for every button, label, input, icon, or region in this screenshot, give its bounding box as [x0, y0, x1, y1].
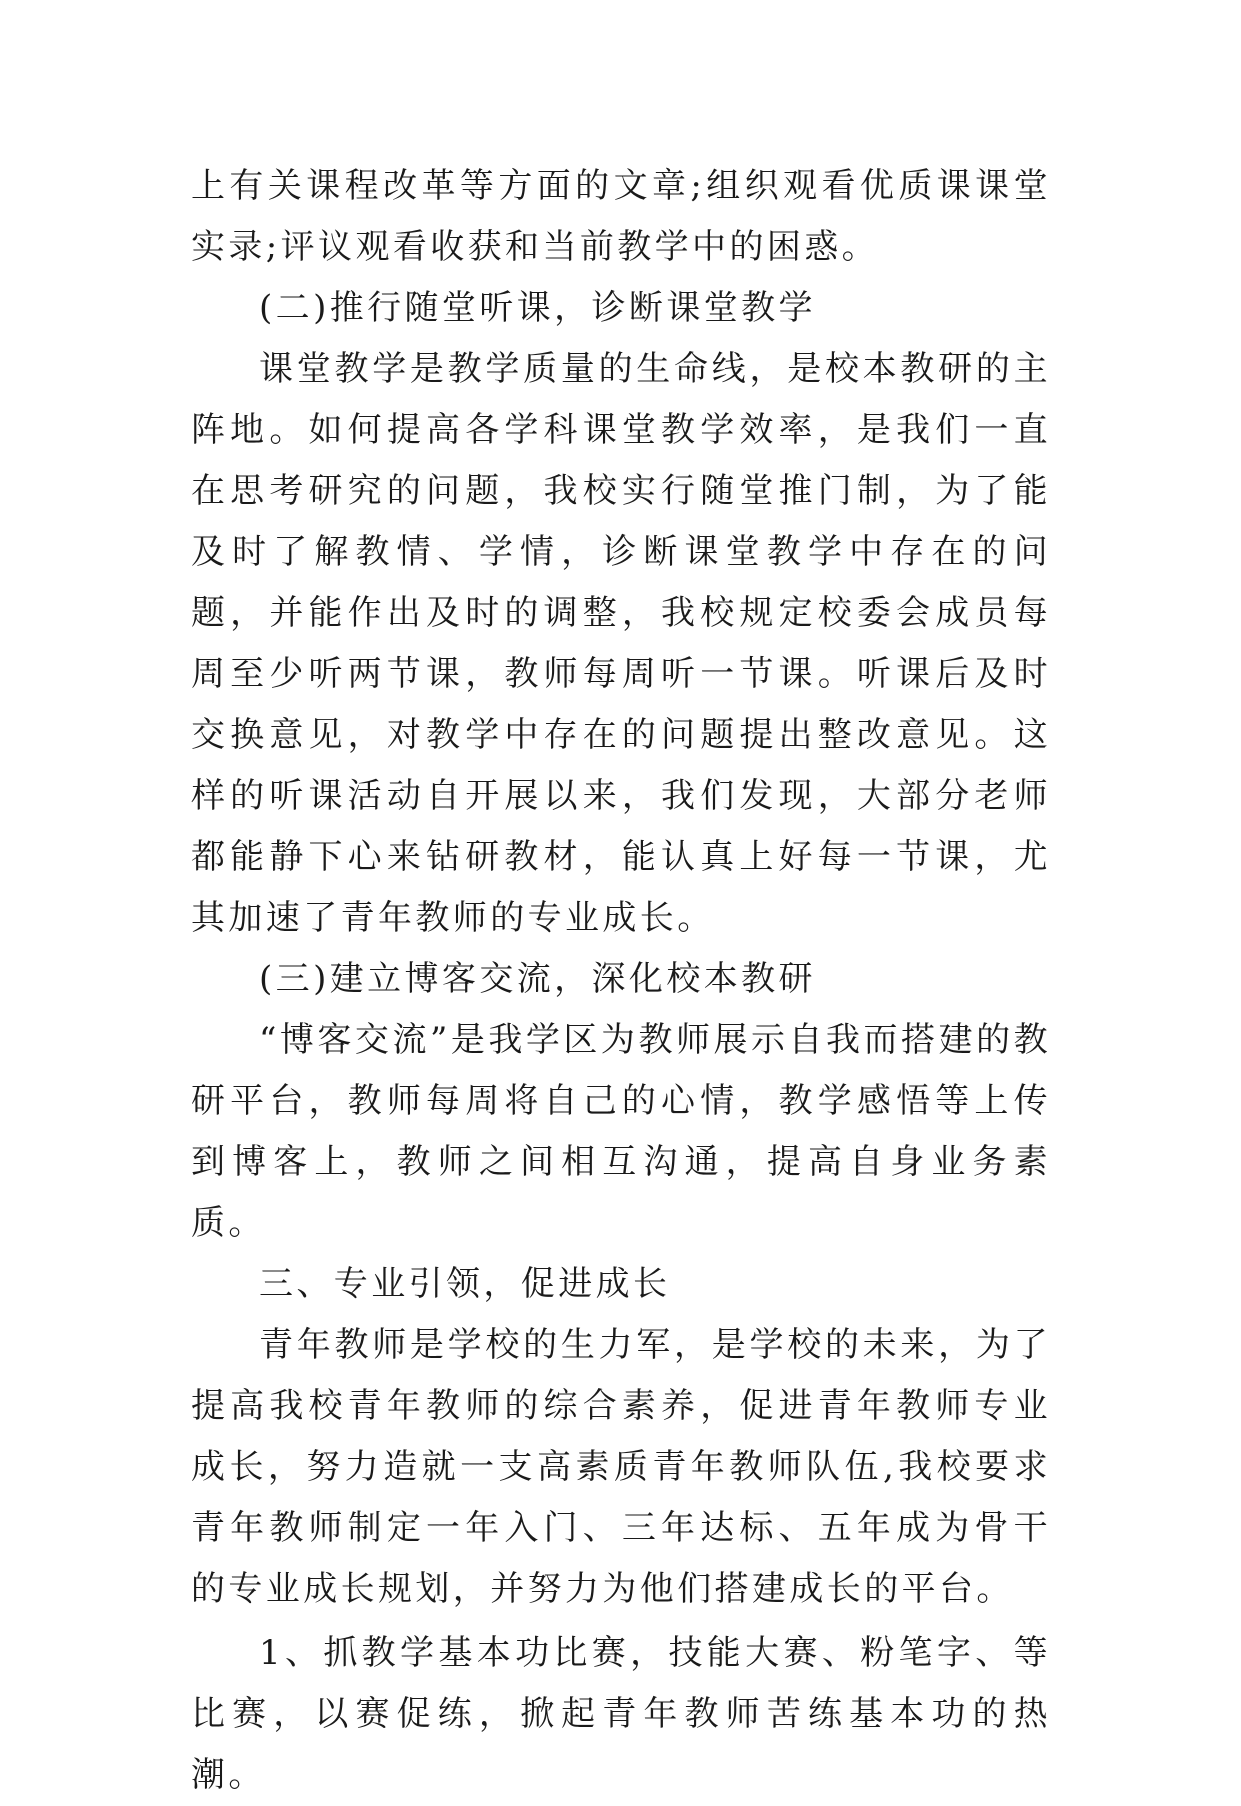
- paragraph-young-teachers: 青年教师是学校的生力军，是学校的未来，为了提高我校青年教师的综合素养，促进青年教师专业成长，努力造就一支高素质青年教师队伍,我校要求青年教师制定一年入门、三年达标、五年成为骨干的专业成长规划，并努力为他们搭建成长的平台。: [191, 1325, 1051, 1609]
- list-item-1: 1、抓教学基本功比赛，技能大赛、粉笔字、等比赛，以赛促练，掀起青年教师苦练基本功的热潮。: [191, 1633, 1051, 1795]
- section-heading-professional-guidance: 三、专业引领，促进成长: [259, 1264, 671, 1304]
- paragraph-classroom-teaching: 课堂教学是教学质量的生命线，是校本教研的主阵地。如何提高各学科课堂教学效率，是我们一直在思考研究的问题，我校实行随堂推门制，为了能及时了解教情、学情，诊断课堂教学中存在的问题，并能作出及时的调整，我校规定校委会成员每周至少听两节课，教师每周听一节课。听课后及时交换意见，对教学中存在的问题提出整改意见。这样的听课活动自开展以来，我们发现，大部分老师都能静下心来钻研教材，能认真上好每一节课，尤其加速了青年教师的专业成长。: [191, 349, 1051, 938]
- section-heading-3: (三)建立博客交流，深化校本教研: [259, 959, 816, 999]
- paragraph-continuation: 上有关课程改革等方面的文章;组织观看优质课课堂实录;评议观看收获和当前教学中的困惑。: [191, 166, 1051, 267]
- section-heading-2: (二)推行随堂听课，诊断课堂教学: [259, 288, 816, 328]
- document-body: [191, 156, 1051, 1806]
- paragraph-blog-exchange: “博客交流”是我学区为教师展示自我而搭建的教研平台，教师每周将自己的心情，教学感悟等上传到博客上，教师之间相互沟通，提高自身业务素质。: [191, 1020, 1051, 1243]
